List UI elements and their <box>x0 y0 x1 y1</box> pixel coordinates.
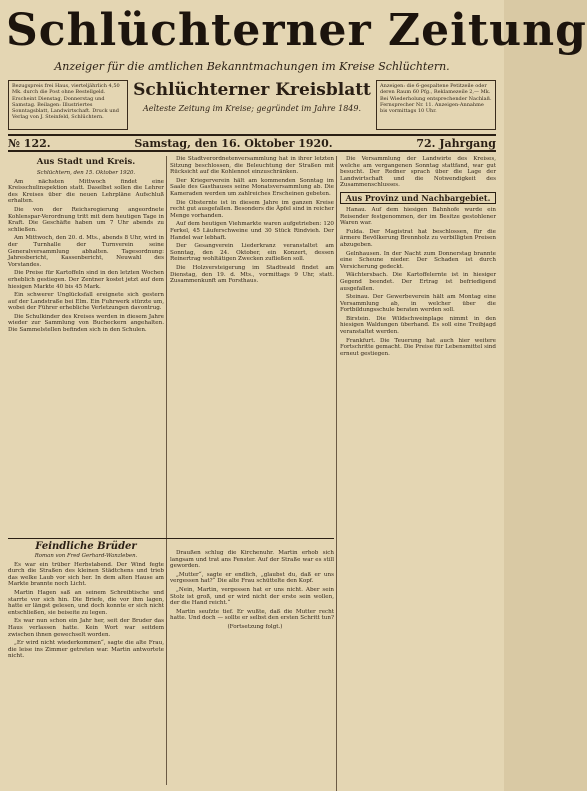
section-heading-province: Aus Provinz und Nachbargebiet. <box>340 192 496 204</box>
story-paragraph: Martin Hagen saß an seinem Schreibtische und starrte vor sich hin. Die Briefe, die vor ihm lagen, hatte er längst gelesen, und doch konnte er sich nicht entschließen, sie beiseite zu legen. <box>8 589 164 616</box>
volume-number: 72. Jahrgang <box>416 136 496 150</box>
story-paragraph: „Er wird nicht wiederkommen“, sagte die alte Frau, die leise ins Zimmer getreten war. Martin antwortete nicht. <box>8 640 164 660</box>
issue-date: Samstag, den 16. Oktober 1920. <box>134 136 333 150</box>
article-paragraph: Steinau. Der Gewerbeverein hält am Montag eine Versammlung ab, in welcher über die Fortbildungsschule beraten werden soll. <box>340 294 496 314</box>
story-paragraph: Es war nun schon ein Jahr her, seit der Bruder das Haus verlassen hatte. Kein Wort war seitdem zwischen ihnen gewechselt worden. <box>8 618 164 638</box>
article-paragraph: Gelnhausen. In der Nacht zum Donnerstag brannte eine Scheune nieder. Der Schaden ist durch Versicherung gedeckt. <box>340 250 496 270</box>
masthead-subtitle: Anzeiger für die amtlichen Bekanntmachungen im Kreise Schlüchtern. <box>54 60 450 73</box>
issue-number: № 122. <box>8 136 51 150</box>
feuilleton-column-middle <box>170 550 334 785</box>
column-local-news <box>8 156 164 536</box>
article-paragraph: Der Gesangverein Liederkranz veranstaltet am Sonntag, den 24. Oktober, ein Konzert, dessen Reinertrag wohltätigen Zwecken zufließen soll. <box>170 243 334 263</box>
column-middle-news <box>170 156 334 546</box>
column-divider <box>336 156 337 791</box>
column-province-news <box>340 156 496 791</box>
story-continuation: (Fortsetzung folgt.) <box>227 623 283 630</box>
article-paragraph: Am Mittwoch, den 20. d. Mts., abends 8 Uhr, wird in der Turnhalle der Turnverein seine Generalversammlung abhalten. Tagesordnung: Jahresbericht, Kassenbericht, Neuwahl des Vorstandes. <box>8 235 164 268</box>
article-paragraph: Am nächsten Mittwoch findet eine Kreisschulinspektion statt. Daselbst sollen die Lehrer des Kreises über die neuen Lehrpläne Aufschluß erhalten. <box>8 178 164 205</box>
ear-box-right: Anzeigen: die 6-gespaltene Petitzeile oder deren Raum 60 Pfg., Reklamezeile 2,— Mk. Bei Wiederholung entsprechender Nachlaß. Fernsprecher Nr. 11. Anzeigen-Annahme bis vormittags 10 Uhr. <box>376 80 496 130</box>
local-dateline: Schlüchtern, den 15. Oktober 1920. <box>36 170 136 176</box>
story-paragraph: Es war ein trüber Herbstabend. Der Wind fegte durch die Straßen des kleinen Städtchens und trieb das welke Laub vor sich her. In dem alten Hause am Markte brannte noch Licht. <box>8 561 164 588</box>
article-paragraph: Die Obsternte ist in diesem Jahre im ganzen Kreise recht gut ausgefallen. Besonders die Äpfel sind in reicher Menge vorhanden. <box>170 199 334 219</box>
article-paragraph: Auf dem heutigen Viehmarkte waren aufgetrieben: 120 Ferkel, 45 Läuferschweine und 30 Stück Rindvieh. Der Handel war lebhaft. <box>170 221 334 241</box>
article-paragraph: Die von der Reichsregierung angeordnete Kohlenspar-Verordnung tritt mit dem heutigen Tage in Kraft. Die Geschäfte haben um 7 Uhr abends zu schließen. <box>8 206 164 233</box>
masthead-title: Schlüchterner Zeitung <box>6 5 587 56</box>
column-divider <box>166 545 167 785</box>
feuilleton-title: Feindliche Brüder <box>35 541 137 552</box>
story-paragraph: Draußen schlug die Kirchenuhr. Martin erhob sich langsam und trat ans Fenster. Auf der Straße war es still geworden. <box>170 550 334 570</box>
article-paragraph: Hanau. Auf dem hiesigen Bahnhofe wurde ein Reisender festgenommen, der im Besitze gestohlener Waren war. <box>340 206 496 227</box>
article-paragraph: Wächtersbach. Die Kartoffelernte ist in hiesiger Gegend beendet. Der Ertrag ist befriedigend ausgefallen. <box>340 272 496 292</box>
story-paragraph: „Mutter“, sagte er endlich, „glaubst du, daß er uns vergessen hat?“ Die alte Frau schüttelte den Kopf. <box>170 571 334 585</box>
story-paragraph: Martin seufzte tief. Er wußte, daß die Mutter recht hatte. Und doch — sollte er selbst den ersten Schritt tun? <box>170 608 334 622</box>
article-paragraph: Frankfurt. Die Teuerung hat auch hier weitere Fortschritte gemacht. Die Preise für Lebensmittel sind erneut gestiegen. <box>340 337 496 357</box>
masthead-tagline: Aelteste Zeitung im Kreise; gegründet im Jahre 1849. <box>142 104 362 113</box>
article-paragraph: Birstein. Die Wildschweinplage nimmt in den hiesigen Waldungen überhand. Es soll eine Treibjagd veranstaltet werden. <box>340 315 496 336</box>
story-paragraph: „Nein, Martin, vergessen hat er uns nicht. Aber sein Stolz ist groß, und er wird nicht der erste sein wollen, der die Hand reicht.“ <box>170 586 334 607</box>
dateline-bar <box>8 134 496 152</box>
article-paragraph: Fulda. Der Magistrat hat beschlossen, für die ärmere Bevölkerung Brennholz zu verbilligten Preisen abzugeben. <box>340 228 496 248</box>
article-paragraph: Die Preise für Kartoffeln sind in den letzten Wochen erheblich gestiegen. Der Zentner kostet jetzt auf dem hiesigen Markte 40 bis 45 Mark. <box>8 270 164 290</box>
feuilleton-byline: Roman von Fred Gerhard-Wanzleben. <box>34 553 138 559</box>
article-paragraph: Die Holzversteigerung im Stadtwald findet am Dienstag, den 19. d. Mts., vormittags 9 Uhr, statt. Zusammenkunft am Forsthaus. <box>170 264 334 285</box>
ear-box-left: Bezugspreis frei Haus, vierteljährlich 4,50 Mk. durch die Post ohne Bestellgeld. Erscheint Dienstag, Donnerstag und Samstag. Beilagen: Illustriertes Sonntagsblatt, Landwirtschaft. Druck und Verlag von J. Steinfeld, Schlüchtern. <box>8 80 128 130</box>
article-paragraph: Der Kriegerverein hält am kommenden Sonntag im Saale des Gasthauses seine Monatsversammlung ab. Die Kameraden werden um zahlreiches Erscheinen gebeten. <box>170 177 334 197</box>
feuilleton-divider <box>8 538 334 539</box>
feuilleton-column-left <box>8 540 164 785</box>
kreisblatt-title: Schlüchterner Kreisblatt <box>133 80 371 100</box>
article-paragraph: Ein schwerer Unglücksfall ereignete sich gestern auf der Landstraße bei Elm. Ein Fuhrwerk stürzte um, wobei der Führer erhebliche Verletzungen davontrug. <box>8 292 164 312</box>
article-paragraph: Die Stadtverordnetenversammlung hat in ihrer letzten Sitzung beschlossen, die Beleuchtung der Straßen mit Rücksicht auf die Kohlennot einzuschränken. <box>170 156 334 176</box>
article-paragraph: Die Versammlung der Landwirte des Kreises, welche am vergangenen Sonntag stattfand, war gut besucht. Der Redner sprach über die Lage der Landwirtschaft und die Notwendigkeit des Zusammenschlusses. <box>340 156 496 189</box>
section-heading-local: Aus Stadt und Kreis. <box>36 157 136 167</box>
column-divider <box>166 156 167 546</box>
article-paragraph: Die Schulkinder des Kreises werden in diesem Jahre wieder zur Sammlung von Bucheckern angehalten. Die Sammelstellen befinden sich in den Schulen. <box>8 313 164 334</box>
